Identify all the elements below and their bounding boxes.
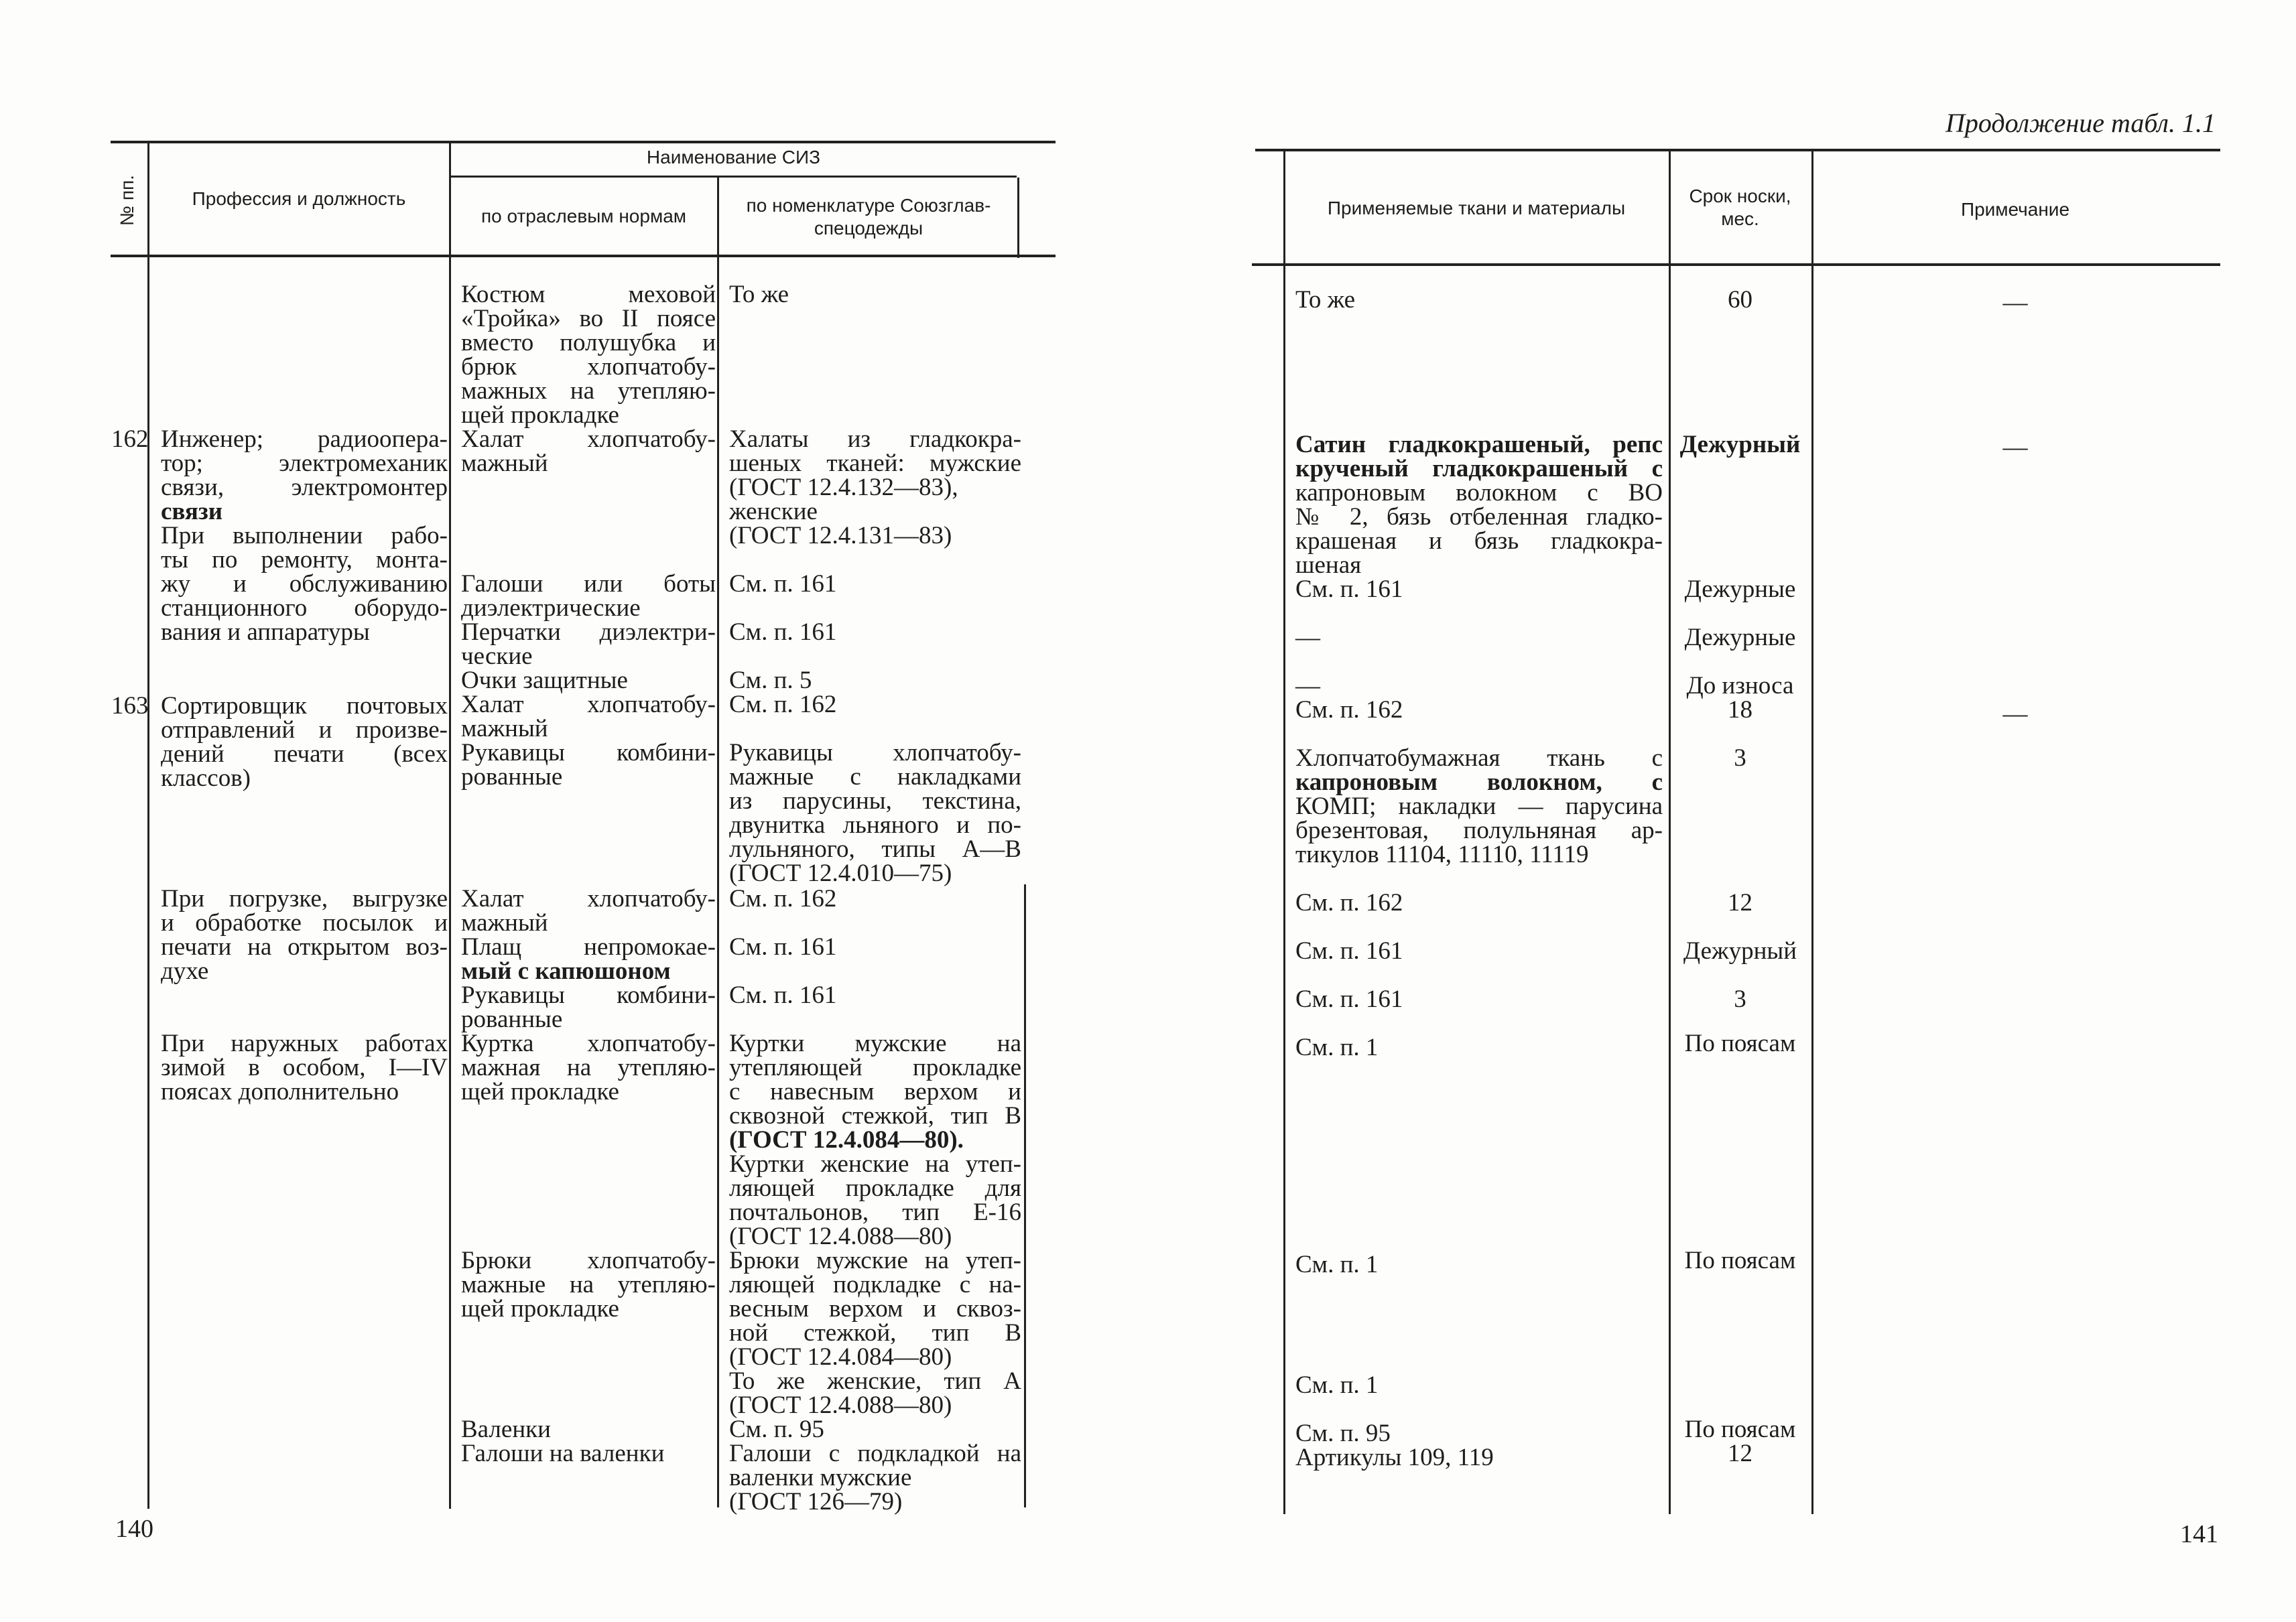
norms-line: мажные на утепляю- <box>461 1271 716 1298</box>
term-column <box>1671 988 1809 1012</box>
profession-column <box>161 1032 448 1104</box>
materials-line: См. п. 1 <box>1295 1371 1379 1399</box>
term-column <box>1671 626 1809 650</box>
materials-column <box>1295 988 1663 1012</box>
column-rule <box>1283 151 1285 1514</box>
materials-column <box>1295 1373 1663 1398</box>
catalog-line: См. п. 5 <box>729 667 812 694</box>
catalog-column <box>729 572 1021 596</box>
profession-line: духе <box>161 957 209 985</box>
norms-line: Халат хлопчатобу- <box>461 691 716 718</box>
profession-line: и обработке посылок и <box>161 909 448 937</box>
term-column <box>1671 1032 1809 1056</box>
num-column <box>111 427 147 452</box>
norms-line: Галоши на валенки <box>461 1440 665 1467</box>
norms-line: мажный <box>461 450 548 477</box>
catalog-line: ляющей подкладке с на- <box>729 1271 1021 1298</box>
norms-column <box>461 1249 716 1321</box>
term-column <box>1671 578 1809 602</box>
norms-line: брюк хлопчатобу- <box>461 353 716 381</box>
profession-column <box>161 694 448 791</box>
norms-line: Очки защитные <box>461 667 628 694</box>
materials-column <box>1295 433 1663 602</box>
catalog-line: из парусины, текстина, <box>729 787 1021 815</box>
term-column <box>1671 674 1809 722</box>
term-column <box>1671 939 1809 963</box>
catalog-line: лульняного, типы А—В <box>729 835 1021 863</box>
catalog-line: То же женские, тип А <box>729 1367 1021 1395</box>
catalog-column <box>729 283 1021 307</box>
materials-line: КОМП; накладки — парусина <box>1295 793 1663 820</box>
norms-line: рованные <box>461 763 563 791</box>
catalog-line: с навесным верхом и <box>729 1078 1021 1105</box>
note-column <box>1814 435 2216 460</box>
term-value: По поясам <box>1684 1247 1796 1274</box>
norms-line: Костюм меховой <box>461 281 716 308</box>
norms-line: Куртка хлопчатобу- <box>461 1030 716 1057</box>
norms-column <box>461 283 716 476</box>
profession-line: ты по ремонту, монта- <box>161 546 448 573</box>
term-value: Дежурный <box>1679 431 1801 458</box>
catalog-column <box>729 741 1021 886</box>
header-by-catalog: по номенклатуре Союзглав-спецодежды <box>746 195 991 239</box>
catalog-column <box>729 620 1021 645</box>
materials-column <box>1295 746 1663 867</box>
materials-column <box>1295 1253 1663 1277</box>
catalog-line: валенки мужские <box>729 1464 912 1491</box>
materials-line: крашеная и бязь гладкокра- <box>1295 527 1663 555</box>
note-value: — <box>2002 289 2028 316</box>
norms-line: Рукавицы комбини- <box>461 982 716 1009</box>
catalog-line: утепляющей прокладке <box>729 1054 1021 1081</box>
row-number: 162 <box>111 425 149 453</box>
profession-column <box>161 887 448 984</box>
materials-line: крученый гладкокрашеный с <box>1295 455 1663 482</box>
norms-line: щей прокладке <box>461 1295 619 1323</box>
norms-line: диэлектрические <box>461 594 641 622</box>
header-bottom-rule <box>1252 263 2220 266</box>
profession-line: Сортировщик почтовых <box>161 692 448 720</box>
catalog-line: Брюки мужские на утеп- <box>729 1247 1021 1274</box>
header-profession: Профессия и должность <box>192 188 406 209</box>
materials-column <box>1295 626 1663 650</box>
materials-column <box>1295 1036 1663 1060</box>
materials-line: тикулов 11104, 11110, 11119 <box>1295 841 1589 868</box>
norms-column <box>461 887 716 1032</box>
norms-line: мажных на утепляю- <box>461 377 716 405</box>
norms-line: Плащ непромокае- <box>461 933 716 961</box>
catalog-column <box>729 427 1021 548</box>
continuation-title: Продолжение табл. 1.1 <box>1945 108 2216 138</box>
term-value: 12 <box>1728 889 1752 917</box>
catalog-line: женские <box>729 498 818 525</box>
materials-line: См. п. 95 <box>1295 1420 1391 1447</box>
materials-line: — <box>1295 672 1320 699</box>
catalog-line: (ГОСТ 12.4.084—80). <box>729 1126 964 1154</box>
table-top-rule <box>1255 149 2220 151</box>
term-value: Дежурные <box>1684 624 1796 651</box>
norms-line: мажная на утепляю- <box>461 1054 716 1081</box>
profession-line: Инженер; радиоопера- <box>161 425 448 453</box>
norms-line: Брюки хлопчатобу- <box>461 1247 716 1274</box>
profession-line: связи <box>161 498 223 525</box>
page-number: 141 <box>2180 1520 2218 1548</box>
catalog-line: мажные с накладками <box>729 763 1021 791</box>
norms-line: мажный <box>461 715 548 742</box>
catalog-line: ляющей прокладке для <box>729 1174 1021 1202</box>
right-page <box>1148 0 2296 1622</box>
norms-line: «Тройка» во II поясе <box>461 305 716 332</box>
materials-line: № 2, бязь отбеленная гладко- <box>1295 503 1663 531</box>
catalog-line: См. п. 161 <box>729 570 837 598</box>
norms-line: вместо полушубка и <box>461 329 716 356</box>
profession-line: классов) <box>161 764 251 792</box>
catalog-line: (ГОСТ 12.4.084—80) <box>729 1343 952 1371</box>
column-rule <box>147 142 149 1509</box>
materials-line: См. п. 1 <box>1295 1251 1379 1278</box>
profession-line: При выполнении рабо- <box>161 522 448 549</box>
catalog-line: (ГОСТ 12.4.088—80) <box>729 1392 952 1419</box>
profession-line: поясах дополнительно <box>161 1078 399 1105</box>
materials-line: См. п. 161 <box>1295 576 1403 603</box>
norms-column <box>461 1418 716 1466</box>
catalog-line: См. п. 161 <box>729 982 837 1009</box>
norms-line: Халат хлопчатобу- <box>461 425 716 453</box>
note-value: — <box>2002 433 2028 461</box>
materials-line: См. п. 161 <box>1295 937 1403 965</box>
materials-line: См. п. 162 <box>1295 889 1403 917</box>
norms-column <box>461 572 716 789</box>
catalog-line: Куртки женские на утеп- <box>729 1150 1021 1178</box>
profession-line: тор; электромеханик <box>161 450 448 477</box>
materials-line: См. п. 162 <box>1295 696 1403 724</box>
norms-line: щей прокладке <box>461 401 619 429</box>
materials-line: Артикулы 109, 119 <box>1295 1444 1494 1471</box>
header-materials: Применяемые ткани и материалы <box>1327 198 1626 218</box>
materials-column <box>1295 1422 1663 1470</box>
catalog-line: То же <box>729 281 789 308</box>
materials-line: См. п. 1 <box>1295 1034 1379 1061</box>
catalog-line: почтальонов, тип Е-16 <box>729 1199 1021 1226</box>
materials-column <box>1295 288 1663 312</box>
catalog-line: (ГОСТ 12.4.132—83), <box>729 474 958 501</box>
catalog-line: сквозной стежкой, тип В <box>729 1102 1021 1130</box>
catalog-line: Рукавицы хлопчатобу- <box>729 739 1021 766</box>
catalog-line: Куртки мужские на <box>729 1030 1021 1057</box>
norms-line: щей прокладке <box>461 1078 619 1105</box>
catalog-line: (ГОСТ 126—79) <box>729 1488 903 1515</box>
materials-line: капроновым волокном, с <box>1295 768 1663 796</box>
header-num: № пп. <box>117 175 137 226</box>
profession-line: При погрузке, выгрузке <box>161 885 448 913</box>
norms-line: мажный <box>461 909 548 937</box>
norms-line: рованные <box>461 1006 563 1033</box>
column-rule <box>449 142 451 1509</box>
term-value: 18 <box>1728 696 1752 724</box>
catalog-line: двунитка льняного и по- <box>729 811 1021 839</box>
catalog-column <box>729 887 1021 911</box>
column-rule <box>1024 884 1026 1507</box>
norms-line: Рукавицы комбини- <box>461 739 716 766</box>
header-bottom-rule <box>111 255 1056 257</box>
term-value: 3 <box>1734 986 1746 1013</box>
profession-line: дений печати (всех <box>161 740 448 768</box>
catalog-line: (ГОСТ 12.4.131—83) <box>729 522 952 549</box>
catalog-line: шеных тканей: мужские <box>729 450 1021 477</box>
row-number: 163 <box>111 692 149 720</box>
catalog-line: Халаты из гладкокра- <box>729 425 1021 453</box>
catalog-line: См. п. 162 <box>729 885 837 913</box>
term-column <box>1671 433 1809 457</box>
term-value: 12 <box>1728 1440 1752 1467</box>
term-column <box>1671 288 1809 312</box>
term-column <box>1671 1418 1809 1466</box>
catalog-line: См. п. 161 <box>729 933 837 961</box>
column-rule <box>1669 151 1671 1514</box>
profession-line: жу и обслуживанию <box>161 570 448 598</box>
catalog-column <box>729 935 1021 959</box>
catalog-line: См. п. 161 <box>729 618 837 646</box>
term-column <box>1671 746 1809 770</box>
profession-line: отправлений и произве- <box>161 716 448 744</box>
catalog-line: ной стежкой, тип В <box>729 1319 1021 1347</box>
profession-line: станционного оборудо- <box>161 594 448 622</box>
norms-line: ческие <box>461 643 533 670</box>
norms-line: мый с капюшоном <box>461 957 671 985</box>
term-value: Дежурный <box>1683 937 1797 965</box>
materials-line: Хлопчатобумажная ткань с <box>1295 744 1663 772</box>
materials-column <box>1295 891 1663 915</box>
table-top-rule <box>111 141 1056 143</box>
header-by-norms: по отраслевым нормам <box>481 206 687 226</box>
catalog-line: весным верхом и сквоз- <box>729 1295 1021 1323</box>
profession-line: связи, электромонтер <box>161 474 448 501</box>
materials-line: брезентовая, полульняная ар- <box>1295 817 1663 844</box>
norms-line: Галоши или боты <box>461 570 716 598</box>
materials-column <box>1295 674 1663 722</box>
column-rule <box>1017 178 1019 258</box>
note-column <box>1814 291 2216 315</box>
header-term: Срок носки, мес. <box>1689 186 1791 229</box>
note-value: — <box>2002 700 2028 728</box>
num-column <box>111 694 147 718</box>
catalog-line: См. п. 162 <box>729 691 837 718</box>
header-note: Примечание <box>1960 199 2070 220</box>
profession-line: вания и аппаратуры <box>161 618 370 646</box>
column-rule <box>717 178 719 1507</box>
term-value: До износа <box>1686 672 1794 699</box>
term-column <box>1671 1249 1809 1273</box>
header-siz: Наименование СИЗ <box>646 147 821 167</box>
term-value: По поясам <box>1684 1030 1796 1057</box>
term-value: 3 <box>1734 744 1746 772</box>
norms-column <box>461 1032 716 1104</box>
catalog-line: См. п. 95 <box>729 1416 824 1443</box>
note-column <box>1814 702 2216 726</box>
term-value: 60 <box>1728 286 1752 314</box>
norms-line: Валенки <box>461 1416 551 1443</box>
norms-line: Перчатки диэлектри- <box>461 618 716 646</box>
catalog-column <box>729 984 1021 1008</box>
materials-line: — <box>1295 624 1320 651</box>
page-number: 140 <box>115 1515 153 1543</box>
catalog-line: Галоши с подкладкой на <box>729 1440 1021 1467</box>
profession-line: печати на открытом воз- <box>161 933 448 961</box>
materials-line: капроновым волокном с ВО <box>1295 479 1663 506</box>
profession-line: зимой в особом, I—IV <box>161 1054 448 1081</box>
profession-column <box>161 427 448 645</box>
term-value: Дежурные <box>1684 576 1796 603</box>
catalog-column <box>729 669 1021 717</box>
catalog-line: (ГОСТ 12.4.010—75) <box>729 860 952 887</box>
materials-line: Сатин гладкокрашеный, репс <box>1295 431 1663 458</box>
materials-line: То же <box>1295 286 1356 314</box>
profession-line: При наружных работах <box>161 1030 448 1057</box>
term-column <box>1671 891 1809 915</box>
column-rule <box>1811 151 1813 1514</box>
header-group-rule <box>450 176 1017 178</box>
catalog-column <box>729 1032 1021 1514</box>
term-value: По поясам <box>1684 1416 1796 1443</box>
catalog-line: (ГОСТ 12.4.088—80) <box>729 1223 952 1250</box>
materials-line: шеная <box>1295 551 1362 579</box>
materials-column <box>1295 939 1663 963</box>
norms-line: Халат хлопчатобу- <box>461 885 716 913</box>
materials-line: См. п. 161 <box>1295 986 1403 1013</box>
